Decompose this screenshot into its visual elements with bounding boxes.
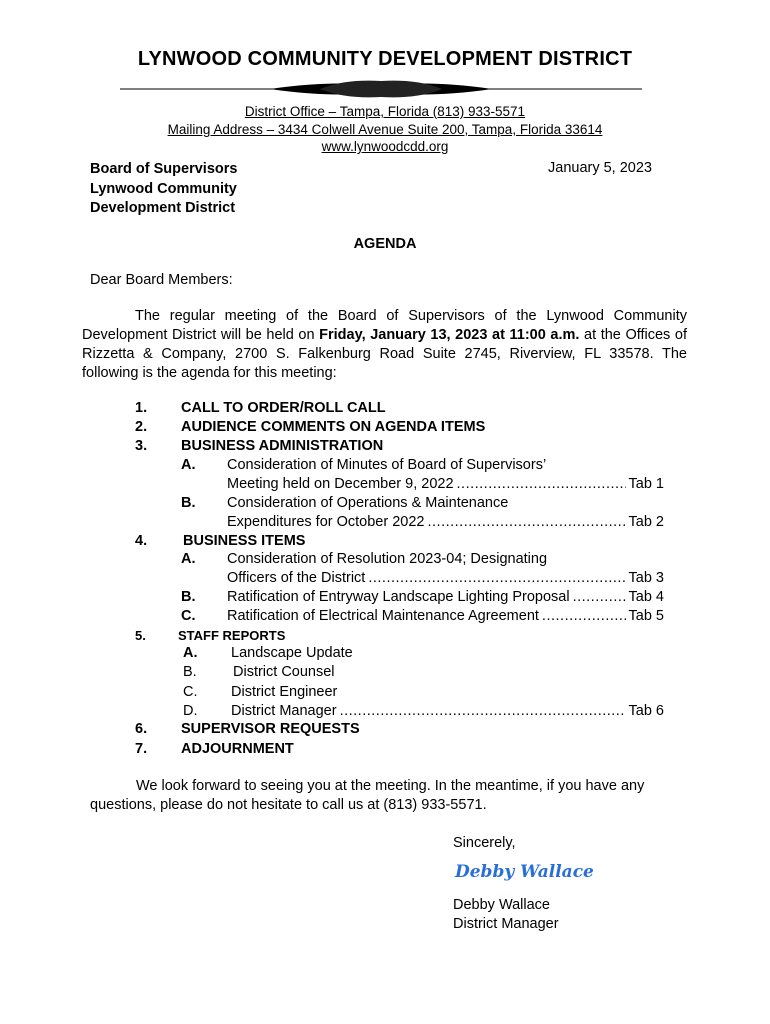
website-link[interactable]: www.lynwoodcdd.org	[321, 139, 449, 154]
agenda-subitem-letter: B.	[183, 664, 197, 680]
closing-text: We look forward to seeing you at the meeting. In the meantime, if you have any questions, please do not hesitate to call us at (813) 933-5571.	[90, 778, 645, 813]
agenda-subitem-tab-line	[227, 513, 664, 532]
agenda-subitem-text: Consideration of Operations & Maintenance	[227, 495, 509, 511]
agenda-subitem-text: Meeting held on December 9, 2022	[227, 476, 454, 492]
agenda-subitem-text: Ratification of Entryway Landscape Lighting Proposal	[227, 589, 570, 605]
dot-leader	[542, 607, 626, 626]
agenda-item-heading: ADJOURNMENT	[181, 741, 294, 757]
agenda-subitem-text: Consideration of Minutes of Board of Supervisors’	[227, 457, 547, 473]
agenda-item-heading: CALL TO ORDER/ROLL CALL	[181, 400, 386, 416]
district-office-line: District Office – Tampa, Florida (813) 933-5571	[244, 104, 526, 119]
agenda-subitem-letter: A.	[181, 551, 196, 567]
agenda-item-heading: BUSINESS ITEMS	[183, 533, 306, 549]
agenda-subitem-text: District Engineer	[231, 684, 338, 700]
agenda-subitem-text: Landscape Update	[231, 645, 353, 661]
agenda-item-number: 1.	[135, 400, 148, 416]
agenda-subitem-text: District Manager	[231, 703, 337, 719]
intro-text: at the Offices of Rizzetta & Company, 2700 S. Falkenburg Road Suite 2745, Riverview, FL 33578. The following is the agenda for this meeting:	[82, 327, 687, 381]
agenda-subitem-text: Consideration of Resolution 2023-04; Designating	[227, 551, 548, 567]
tab-reference: Tab 1	[628, 476, 664, 492]
page-title: LYNWOOD COMMUNITY DEVELOPMENT DISTRICT	[137, 48, 633, 70]
dot-leader	[340, 702, 626, 721]
tab-reference: Tab 2	[628, 514, 664, 530]
agenda-subitem-letter: C.	[183, 684, 198, 700]
agenda-subitem-letter: B.	[181, 589, 196, 605]
agenda-subitem-letter: A.	[181, 457, 196, 473]
agenda-subitem-tab-line	[227, 569, 664, 588]
agenda-item-number: 5.	[135, 628, 146, 643]
agenda-item-number: 7.	[135, 741, 148, 757]
recipient-line: Lynwood Community	[90, 180, 237, 197]
agenda-item-number: 6.	[135, 721, 148, 737]
agenda-item-heading: STAFF REPORTS	[178, 628, 286, 643]
agenda-subitem-text: Officers of the District	[227, 570, 366, 586]
agenda-subitem-letter: D.	[183, 703, 198, 719]
agenda-subitem-letter: A.	[183, 645, 198, 661]
agenda-subitem-text: District Counsel	[233, 664, 335, 680]
agenda-item-number: 3.	[135, 438, 148, 454]
tab-reference: Tab 5	[628, 608, 664, 624]
tab-reference: Tab 6	[628, 703, 664, 719]
intro-text: The regular meeting of the Board of Supervisors of the Lynwood Community Development District will be held on	[82, 308, 687, 343]
meeting-datetime: Friday, January 13, 2023 at 11:00 a.m.	[319, 327, 580, 343]
tab-reference: Tab 4	[628, 589, 664, 605]
handwritten-signature: Debby Wallace	[455, 862, 594, 882]
recipient-line: Development District	[90, 200, 236, 216]
agenda-subitem-text: Expenditures for October 2022	[227, 514, 425, 530]
agenda-item-number: 4.	[135, 533, 148, 549]
recipient-line: Board of Supervisors	[90, 161, 238, 177]
agenda-item-heading: AUDIENCE COMMENTS ON AGENDA ITEMS	[181, 419, 486, 435]
agenda-subitem-letter: B.	[181, 495, 196, 511]
agenda-subitem-tab-line	[231, 702, 664, 721]
recipient-block	[90, 160, 237, 219]
signer-title: District Manager	[453, 916, 559, 932]
agenda-heading: AGENDA	[353, 236, 417, 252]
dot-leader	[573, 588, 626, 607]
closing-paragraph	[90, 777, 682, 815]
agenda-subitem-tab-line	[227, 475, 664, 494]
agenda-subitem-tab-line	[227, 607, 664, 626]
mailing-address-line: Mailing Address – 3434 Colwell Avenue Suite 200, Tampa, Florida 33614	[167, 122, 603, 137]
dot-leader	[427, 513, 625, 532]
agenda-subitem-tab-line	[227, 588, 664, 607]
agenda-item-heading: SUPERVISOR REQUESTS	[181, 721, 360, 737]
agenda-subitem-text: Ratification of Electrical Maintenance Agreement	[227, 608, 539, 624]
intro-paragraph	[82, 307, 687, 383]
agenda-subitem-letter: C.	[181, 608, 196, 624]
dot-leader	[368, 569, 625, 588]
agenda-item-number: 2.	[135, 419, 148, 435]
sign-off: Sincerely,	[453, 835, 516, 851]
greeting: Dear Board Members:	[90, 272, 233, 288]
ornamental-divider	[120, 78, 642, 98]
tab-reference: Tab 3	[628, 570, 664, 586]
agenda-item-heading: BUSINESS ADMINISTRATION	[181, 438, 384, 454]
letter-date: January 5, 2023	[548, 160, 652, 176]
dot-leader	[457, 475, 626, 494]
signer-name: Debby Wallace	[453, 897, 550, 913]
